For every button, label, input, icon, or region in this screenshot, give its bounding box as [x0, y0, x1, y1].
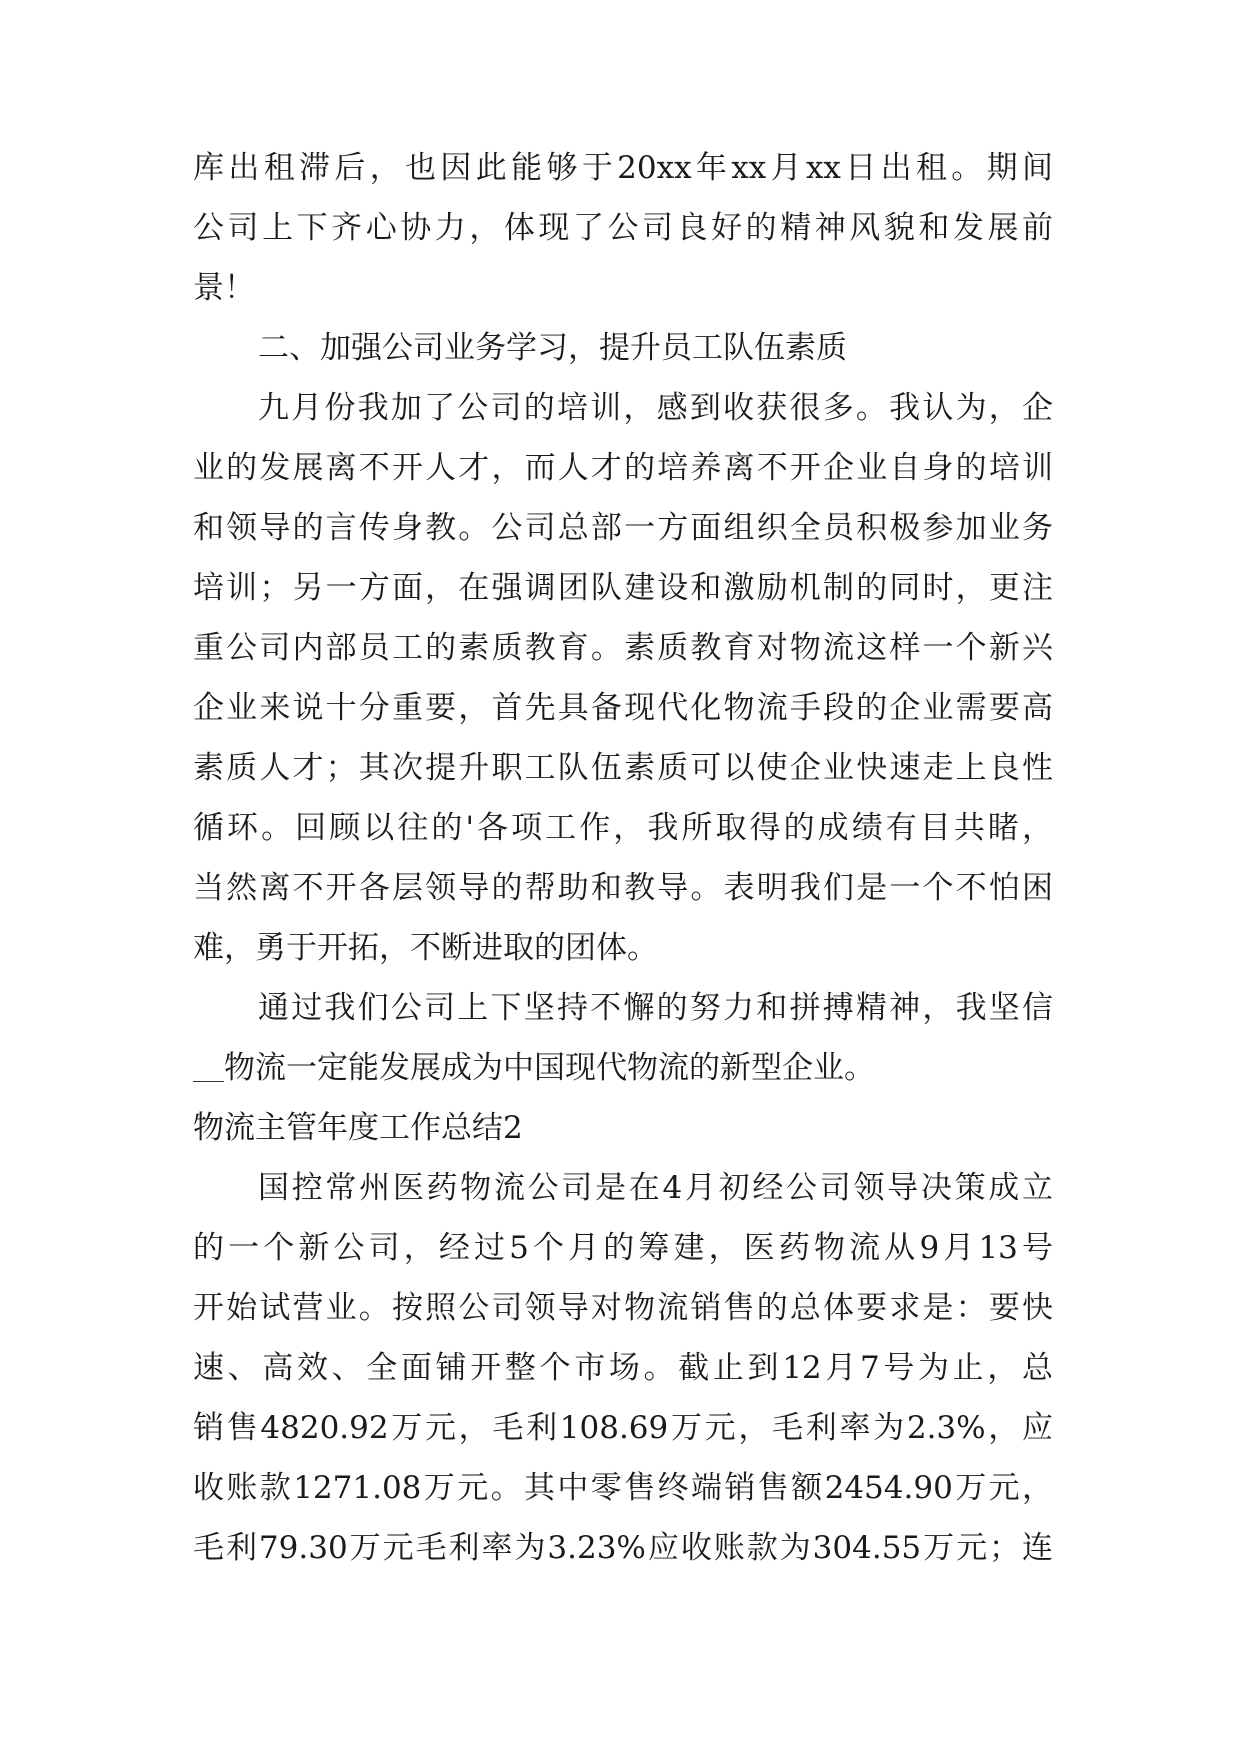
section-heading: 二、加强公司业务学习，提升员工队伍素质 [258, 330, 847, 366]
text-line: 重公司内部员工的素质教育。素质教育对物流这样一个新兴 [193, 630, 1053, 666]
text-line: 和领导的言传身教。公司总部一方面组织全员积极参加业务 [193, 510, 1053, 546]
text-line: 速、高效、全面铺开整个市场。截止到12月7号为止，总 [193, 1350, 1053, 1386]
text-line-with-blank [193, 1038, 1053, 1098]
article-title: 物流主管年度工作总结2 [193, 1110, 523, 1146]
text-line: 循环。回顾以往的'各项工作，我所取得的成绩有目共睹， [193, 810, 1053, 846]
text-line: 企业来说十分重要，首先具备现代化物流手段的企业需要高 [193, 690, 1053, 726]
text-line: 收账款1271.08万元。其中零售终端销售额2454.90万元， [193, 1470, 1053, 1506]
text-line: 九月份我加了公司的培训，感到收获很多。我认为，企 [258, 390, 1053, 426]
text-line: 国控常州医药物流公司是在4月初经公司领导决策成立 [258, 1170, 1053, 1206]
text-line: 景！ [193, 270, 255, 306]
text-line: 通过我们公司上下坚持不懈的努力和拼搏精神，我坚信 [258, 990, 1053, 1026]
text-line: 当然离不开各层领导的帮助和教导。表明我们是一个不怕困 [193, 870, 1053, 906]
text-line: 物流一定能发展成为中国现代物流的新型企业。 [224, 1050, 875, 1086]
text-line: 培训；另一方面，在强调团队建设和激励机制的同时，更注 [193, 570, 1053, 606]
text-line: 销售4820.92万元，毛利108.69万元，毛利率为2.3%，应 [193, 1410, 1053, 1446]
text-line: 的一个新公司，经过5个月的筹建，医药物流从9月13号 [193, 1230, 1053, 1266]
text-line: 毛利79.30万元毛利率为3.23%应收账款为304.55万元；连 [193, 1530, 1053, 1566]
text-line: 开始试营业。按照公司领导对物流销售的总体要求是：要快 [193, 1290, 1053, 1326]
text-line: 素质人才；其次提升职工队伍素质可以使企业快速走上良性 [193, 750, 1053, 786]
blank-underline [193, 1045, 224, 1082]
text-line: 业的发展离不开人才，而人才的培养离不开企业自身的培训 [193, 450, 1053, 486]
text-line: 难，勇于开拓，不断进取的团体。 [193, 930, 658, 966]
text-line: 公司上下齐心协力，体现了公司良好的精神风貌和发展前 [193, 210, 1053, 246]
text-line: 库出租滞后，也因此能够于20xx年xx月xx日出租。期间 [193, 150, 1053, 186]
